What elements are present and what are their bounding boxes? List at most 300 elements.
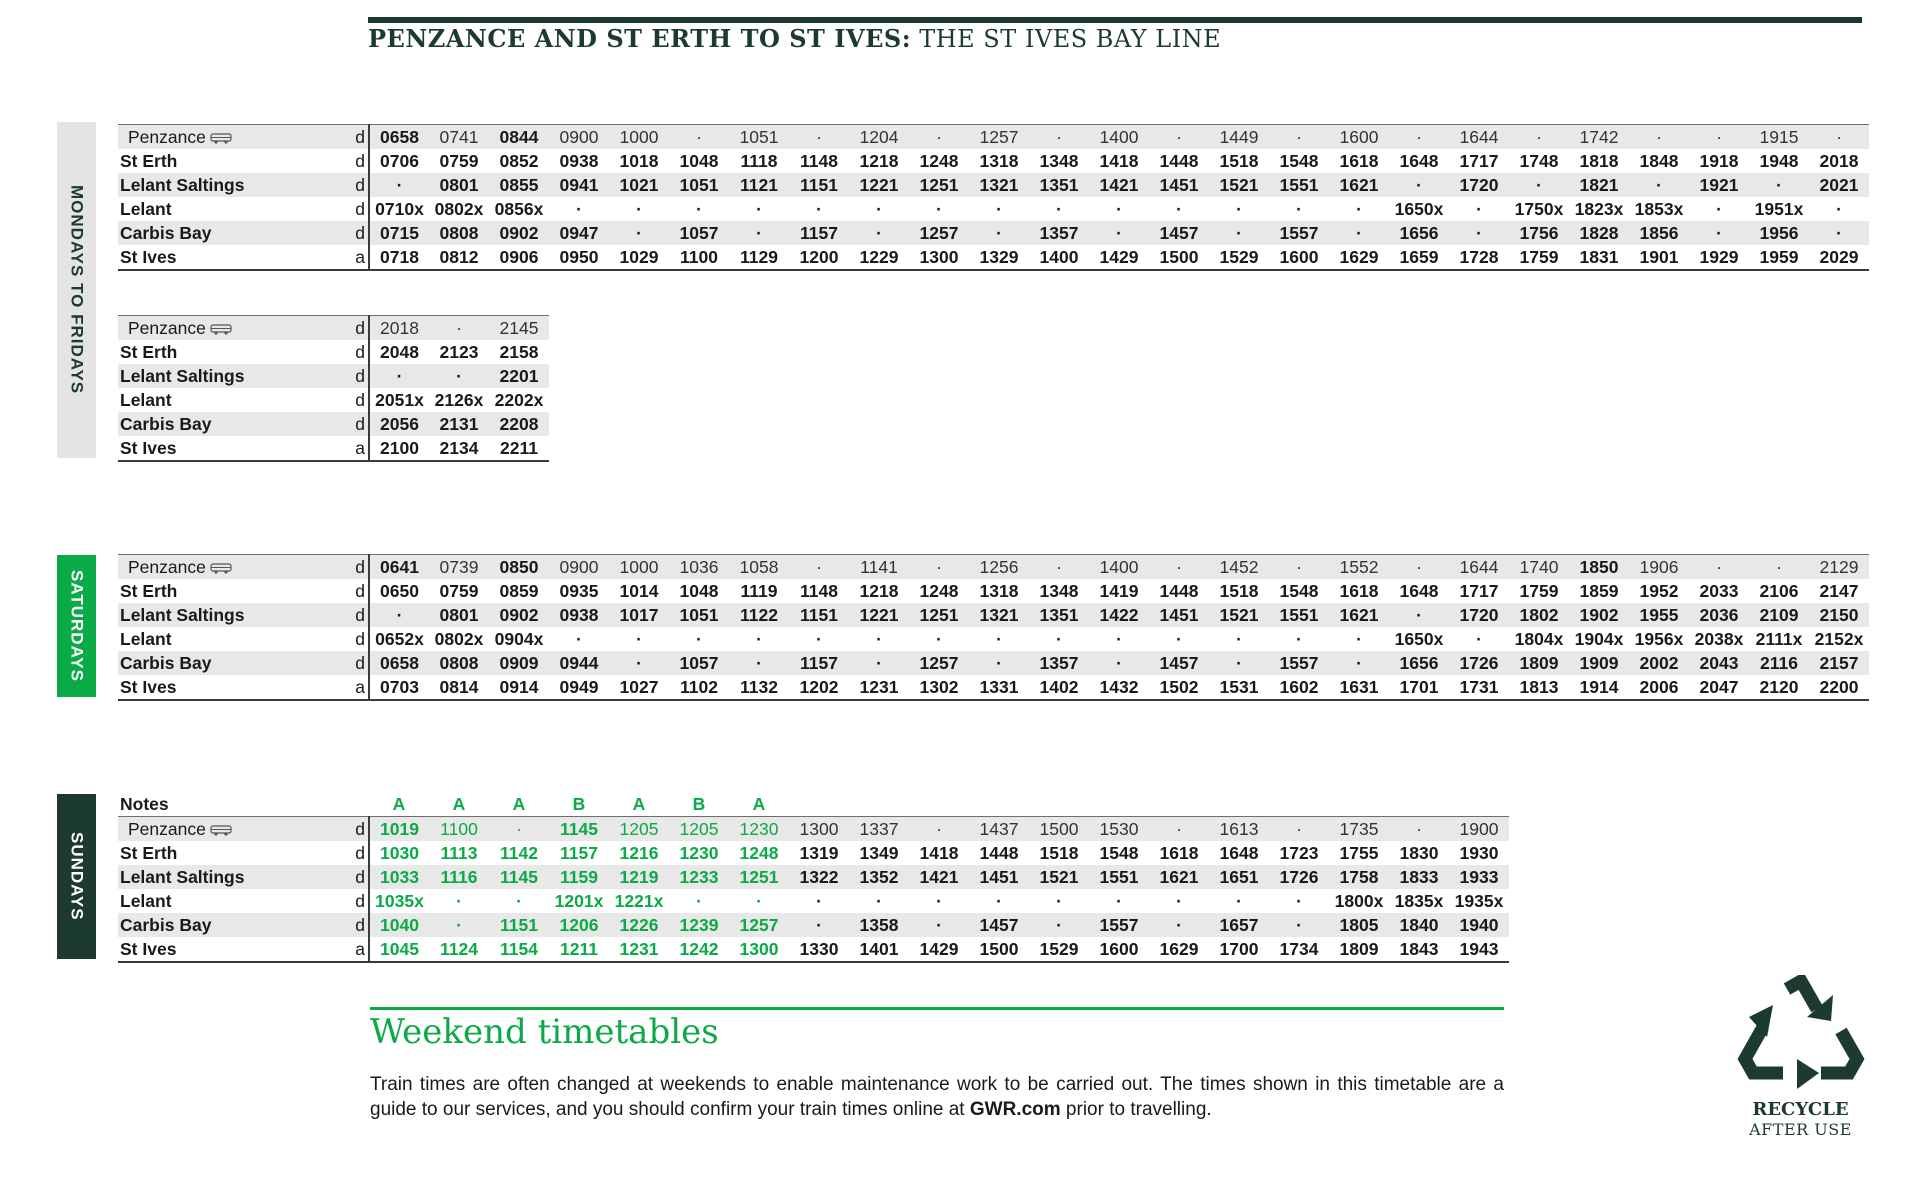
time-cell: · (789, 913, 849, 937)
time-cell: · (996, 629, 1002, 649)
time-cell: 1657 (1209, 913, 1269, 937)
time-cell: · (1809, 221, 1869, 245)
time-cell: 1019 (369, 817, 429, 842)
time-cell: 1113 (440, 843, 478, 863)
time-cell: 1551 (1089, 865, 1149, 889)
time-cell: · (1116, 629, 1122, 649)
time-cell: 1000 (609, 125, 669, 150)
time-cell: 2043 (1689, 651, 1749, 675)
time-cell: 1548 (1279, 151, 1319, 171)
time-cell: 1329 (969, 245, 1029, 270)
arr-dep-code: d (350, 340, 369, 364)
time-cell: · (729, 221, 789, 245)
station-name: St Erth (120, 581, 178, 601)
time-cell: 1226 (609, 913, 669, 937)
time-cell: 1828 (1569, 221, 1629, 245)
time-cell: 1804x (1514, 629, 1564, 649)
time-cell: 0900 (549, 555, 609, 580)
time-cell: · (1149, 817, 1209, 842)
recycle-line1: RECYCLE (1752, 1099, 1849, 1120)
time-cell: 0801 (429, 173, 489, 197)
time-cell: · (1269, 125, 1329, 150)
time-cell: 1602 (1269, 675, 1329, 700)
notes-row (118, 792, 1509, 817)
time-cell: 1206 (549, 913, 609, 937)
table-row (118, 245, 1869, 270)
time-cell: 2157 (1809, 651, 1869, 675)
time-cell: 1843 (1389, 937, 1449, 962)
note-code (1389, 792, 1449, 817)
time-cell: 1014 (619, 581, 659, 601)
time-cell: 1248 (919, 581, 959, 601)
time-cell: 1033 (369, 865, 429, 889)
time-cell: 0703 (369, 675, 429, 700)
note-code (1269, 792, 1329, 817)
time-cell: · (969, 221, 1029, 245)
time-cell: · (609, 221, 669, 245)
time-cell: 0710x (375, 199, 424, 219)
station-name: Penzance (118, 555, 350, 580)
time-cell: 1651 (1209, 865, 1269, 889)
arr-dep-code: d (350, 221, 369, 245)
time-cell: · (1236, 199, 1242, 219)
arr-dep-code: d (350, 913, 369, 937)
station-name: Lelant (120, 891, 172, 911)
time-cell: 1823x (1574, 199, 1624, 219)
time-cell: 1157 (789, 651, 849, 675)
time-cell: 1805 (1329, 913, 1389, 937)
time-cell: 1027 (609, 675, 669, 700)
time-cell: 1933 (1449, 865, 1509, 889)
arr-dep-code: d (350, 603, 369, 627)
time-cell: · (489, 817, 549, 842)
time-cell: · (1296, 199, 1302, 219)
time-cell: · (996, 199, 1002, 219)
time-cell: 1145 (489, 865, 549, 889)
time-cell: 1229 (849, 245, 909, 270)
time-cell: · (576, 199, 582, 219)
time-cell: 1529 (1209, 245, 1269, 270)
time-cell: 1552 (1329, 555, 1389, 580)
time-cell: · (909, 555, 969, 580)
time-cell: 0718 (369, 245, 429, 270)
time-cell: 1221x (614, 891, 664, 911)
time-cell: 0641 (369, 555, 429, 580)
time-cell: 2111x (1755, 629, 1803, 649)
table-row (118, 627, 1869, 651)
time-cell: 1731 (1449, 675, 1509, 700)
time-cell: · (1029, 125, 1089, 150)
table-row (118, 125, 1869, 150)
time-cell: · (636, 199, 642, 219)
time-cell: 1518 (1039, 843, 1079, 863)
time-cell: · (789, 125, 849, 150)
time-cell: 2056 (369, 412, 429, 436)
arr-dep-code: d (350, 579, 369, 603)
time-cell: · (1209, 221, 1269, 245)
time-cell: 1448 (1159, 581, 1199, 601)
time-cell: 2120 (1749, 675, 1809, 700)
time-cell: 1648 (1399, 581, 1439, 601)
table-row (118, 937, 1509, 962)
station-name: St Erth (120, 843, 178, 863)
time-cell: 0902 (489, 603, 549, 627)
time-cell: 1337 (849, 817, 909, 842)
time-cell: 1930 (1459, 843, 1499, 863)
table-row (118, 579, 1869, 603)
time-cell: 1200 (789, 245, 849, 270)
arr-dep-code: a (350, 937, 369, 962)
time-cell: 1531 (1209, 675, 1269, 700)
time-cell: 1318 (979, 581, 1019, 601)
time-cell: · (1389, 555, 1449, 580)
section-label-saturdays: SATURDAYS (57, 555, 96, 697)
time-cell: 1500 (1149, 245, 1209, 270)
time-cell: 1557 (1269, 221, 1329, 245)
time-cell: 1330 (789, 937, 849, 962)
time-cell: 1650x (1394, 629, 1444, 649)
bus-icon (206, 819, 234, 839)
time-cell: · (1716, 199, 1722, 219)
time-cell: 0852 (499, 151, 539, 171)
time-cell: 1618 (1339, 581, 1379, 601)
timetable-saturdays (118, 554, 1869, 701)
time-cell: · (756, 629, 762, 649)
time-cell: 1548 (1099, 843, 1139, 863)
time-cell: · (1689, 221, 1749, 245)
time-cell: 1121 (729, 173, 789, 197)
time-cell: · (636, 629, 642, 649)
time-cell: 1129 (729, 245, 789, 270)
note-code (1329, 792, 1389, 817)
time-cell: 1357 (1029, 651, 1089, 675)
time-cell: 0814 (429, 675, 489, 700)
time-cell: 1502 (1149, 675, 1209, 700)
time-cell: 2200 (1809, 675, 1869, 700)
station-name: St Erth (120, 342, 178, 362)
time-cell: 1943 (1449, 937, 1509, 962)
table-row (118, 388, 549, 412)
time-cell: 0859 (499, 581, 539, 601)
time-cell: 1518 (1219, 581, 1259, 601)
station-name: Lelant Saltings (118, 603, 350, 627)
time-cell: 1750x (1514, 199, 1564, 219)
station-name: Lelant (120, 629, 172, 649)
arr-dep-code: d (350, 651, 369, 675)
time-cell: 1759 (1519, 581, 1559, 601)
time-cell: · (1269, 555, 1329, 580)
time-cell: · (1236, 891, 1242, 911)
arr-dep-code: d (350, 865, 369, 889)
station-name: Lelant (120, 199, 172, 219)
time-cell: 0844 (489, 125, 549, 150)
time-cell: · (1029, 913, 1089, 937)
arr-dep-code: d (350, 555, 369, 580)
weekend-rule (370, 1007, 1504, 1010)
time-cell: 1248 (739, 843, 779, 863)
time-cell: 1348 (1039, 581, 1079, 601)
time-cell: · (1209, 651, 1269, 675)
time-cell: 2131 (429, 412, 489, 436)
station-name: St Ives (118, 937, 350, 962)
time-cell: 1257 (909, 221, 969, 245)
time-cell: 2129 (1809, 555, 1869, 580)
gwr-link[interactable]: GWR.com (969, 1099, 1061, 1120)
time-cell: · (696, 629, 702, 649)
time-cell: 1148 (800, 151, 838, 171)
time-cell: · (1149, 125, 1209, 150)
time-cell: 2033 (1699, 581, 1739, 601)
time-cell: · (1056, 199, 1062, 219)
time-cell: · (969, 651, 1029, 675)
time-cell: 1457 (1149, 221, 1209, 245)
time-cell: 1809 (1509, 651, 1569, 675)
time-cell: · (1116, 199, 1122, 219)
time-cell: · (1476, 629, 1482, 649)
time-cell: 2106 (1759, 581, 1799, 601)
time-cell: 1321 (969, 173, 1029, 197)
time-cell: 1418 (1099, 151, 1139, 171)
time-cell: · (816, 199, 822, 219)
time-cell: 1251 (909, 173, 969, 197)
time-cell: 1351 (1029, 603, 1089, 627)
time-cell: 1201x (554, 891, 604, 911)
time-cell: 1548 (1279, 581, 1319, 601)
time-cell: 1717 (1459, 151, 1499, 171)
arr-dep-code: d (350, 316, 369, 341)
time-cell: 2036 (1689, 603, 1749, 627)
time-cell: 2202x (494, 390, 544, 410)
time-cell: 0909 (489, 651, 549, 675)
time-cell: · (789, 555, 849, 580)
time-cell: 1802 (1509, 603, 1569, 627)
station-name: Lelant Saltings (118, 364, 350, 388)
time-cell: 1656 (1389, 221, 1449, 245)
time-cell: 1613 (1209, 817, 1269, 842)
station-name: Penzance (118, 817, 350, 842)
time-cell: 1352 (849, 865, 909, 889)
time-cell: 1621 (1149, 865, 1209, 889)
time-cell: 1648 (1399, 151, 1439, 171)
time-cell: · (1056, 891, 1062, 911)
time-cell: 1154 (489, 937, 549, 962)
time-cell: 1449 (1209, 125, 1269, 150)
station-name: St Erth (120, 151, 178, 171)
arr-dep-code: d (350, 149, 369, 173)
time-cell: 1720 (1449, 603, 1509, 627)
note-code: A (752, 794, 766, 814)
title-rule (368, 17, 1862, 23)
time-cell: · (696, 891, 702, 911)
time-cell: 1940 (1449, 913, 1509, 937)
arr-dep-code: d (350, 197, 369, 221)
time-cell: 1318 (979, 151, 1019, 171)
time-cell: 2018 (369, 316, 429, 341)
arr-dep-code: d (350, 889, 369, 913)
time-cell: 1529 (1029, 937, 1089, 962)
time-cell: 1230 (729, 817, 789, 842)
time-cell: 1918 (1699, 151, 1739, 171)
station-name: Lelant Saltings (118, 865, 350, 889)
time-cell: · (1149, 555, 1209, 580)
time-cell: 1600 (1329, 125, 1389, 150)
time-cell: · (1389, 125, 1449, 150)
time-cell: · (1236, 629, 1242, 649)
time-cell: 1124 (429, 937, 489, 962)
time-cell: 1132 (729, 675, 789, 700)
time-cell: 1935x (1454, 891, 1504, 911)
time-cell: 1231 (849, 675, 909, 700)
time-cell: 1951x (1754, 199, 1804, 219)
time-cell: 1959 (1749, 245, 1809, 270)
time-cell: 1809 (1329, 937, 1389, 962)
time-cell: 1036 (669, 555, 729, 580)
time-cell: 1955 (1629, 603, 1689, 627)
arr-dep-code: d (350, 388, 369, 412)
time-cell: 1100 (669, 245, 729, 270)
time-cell: 1500 (969, 937, 1029, 962)
time-cell: 1251 (909, 603, 969, 627)
time-cell: · (1689, 555, 1749, 580)
time-cell: · (1689, 125, 1749, 150)
time-cell: 1914 (1569, 675, 1629, 700)
time-cell: · (1509, 173, 1569, 197)
time-cell: · (1269, 817, 1329, 842)
time-cell: 2002 (1629, 651, 1689, 675)
time-cell: 1221 (849, 603, 909, 627)
time-cell: 0950 (549, 245, 609, 270)
table-row (118, 675, 1869, 700)
table-row (118, 865, 1509, 889)
time-cell: 0900 (549, 125, 609, 150)
time-cell: · (1116, 891, 1122, 911)
time-cell: 1952 (1639, 581, 1679, 601)
time-cell: 1600 (1089, 937, 1149, 962)
time-cell: 1116 (429, 865, 489, 889)
time-cell: 1045 (369, 937, 429, 962)
time-cell: 1040 (369, 913, 429, 937)
time-cell: 0949 (549, 675, 609, 700)
time-cell: 1151 (789, 173, 849, 197)
table-row (118, 603, 1869, 627)
time-cell: 0652x (375, 629, 424, 649)
time-cell: 1656 (1389, 651, 1449, 675)
note-code: A (512, 794, 526, 814)
time-cell: · (1509, 125, 1569, 150)
time-cell: 1157 (560, 843, 598, 863)
station-name: Carbis Bay (118, 221, 350, 245)
time-cell: 1748 (1519, 151, 1559, 171)
time-cell: 1057 (669, 221, 729, 245)
arr-dep-code: d (350, 125, 369, 150)
table-row (118, 340, 549, 364)
table-row (118, 173, 1869, 197)
time-cell: · (909, 817, 969, 842)
time-cell: 1948 (1759, 151, 1799, 171)
time-cell: 1122 (729, 603, 789, 627)
time-cell: 1720 (1449, 173, 1509, 197)
time-cell: 1051 (729, 125, 789, 150)
time-cell: · (1629, 125, 1689, 150)
time-cell: 2152x (1814, 629, 1864, 649)
page-title: PENZANCE AND ST ERTH TO ST IVES: THE ST IVES BAY LINE (368, 24, 1222, 53)
time-cell: 1618 (1159, 843, 1199, 863)
note-code (849, 792, 909, 817)
time-cell: 0938 (549, 603, 609, 627)
time-cell: 1759 (1509, 245, 1569, 270)
time-cell: · (429, 316, 489, 341)
time-cell: 1451 (969, 865, 1029, 889)
note-code (789, 792, 849, 817)
time-cell: 1400 (1089, 555, 1149, 580)
arr-dep-code: d (350, 841, 369, 865)
time-cell: · (1389, 173, 1449, 197)
time-cell: 1219 (609, 865, 669, 889)
time-cell: 1432 (1089, 675, 1149, 700)
time-cell: 1644 (1449, 555, 1509, 580)
time-cell: 1856 (1629, 221, 1689, 245)
time-cell: · (756, 199, 762, 219)
time-cell: 1021 (609, 173, 669, 197)
time-cell: 0850 (489, 555, 549, 580)
time-cell: 1419 (1099, 581, 1139, 601)
time-cell: 1058 (729, 555, 789, 580)
note-code: A (452, 794, 466, 814)
arr-dep-code: d (350, 627, 369, 651)
time-cell: 1358 (849, 913, 909, 937)
time-cell: 1202 (789, 675, 849, 700)
time-cell: 0741 (429, 125, 489, 150)
time-cell: 2208 (489, 412, 549, 436)
time-cell: 1835x (1394, 891, 1444, 911)
time-cell: 1251 (729, 865, 789, 889)
arr-dep-code: d (350, 173, 369, 197)
time-cell: 1631 (1329, 675, 1389, 700)
time-cell: 1929 (1689, 245, 1749, 270)
time-cell: · (369, 603, 429, 627)
time-cell: 1018 (619, 151, 659, 171)
time-cell: 1300 (729, 937, 789, 962)
time-cell: 1048 (679, 151, 719, 171)
time-cell: 2150 (1809, 603, 1869, 627)
time-cell: 1257 (909, 651, 969, 675)
time-cell: 1321 (969, 603, 1029, 627)
time-cell: · (996, 891, 1002, 911)
time-cell: 1422 (1089, 603, 1149, 627)
time-cell: 0944 (549, 651, 609, 675)
time-cell: · (876, 891, 882, 911)
time-cell: 1521 (1209, 173, 1269, 197)
time-cell: 1909 (1569, 651, 1629, 675)
time-cell: 0856x (494, 199, 544, 219)
note-code (909, 792, 969, 817)
time-cell: 1629 (1149, 937, 1209, 962)
time-cell: 1118 (740, 151, 778, 171)
note-code: A (632, 794, 646, 814)
time-cell: · (816, 891, 822, 911)
station-name: Carbis Bay (118, 412, 350, 436)
time-cell: 1518 (1219, 151, 1259, 171)
time-cell: 1600 (1269, 245, 1329, 270)
table-row (118, 149, 1869, 173)
time-cell: 1233 (669, 865, 729, 889)
time-cell: 1755 (1339, 843, 1379, 863)
time-cell: 1000 (609, 555, 669, 580)
time-cell: 1551 (1269, 603, 1329, 627)
time-cell: · (429, 364, 489, 388)
time-cell: 1151 (489, 913, 549, 937)
table-row (118, 913, 1509, 937)
